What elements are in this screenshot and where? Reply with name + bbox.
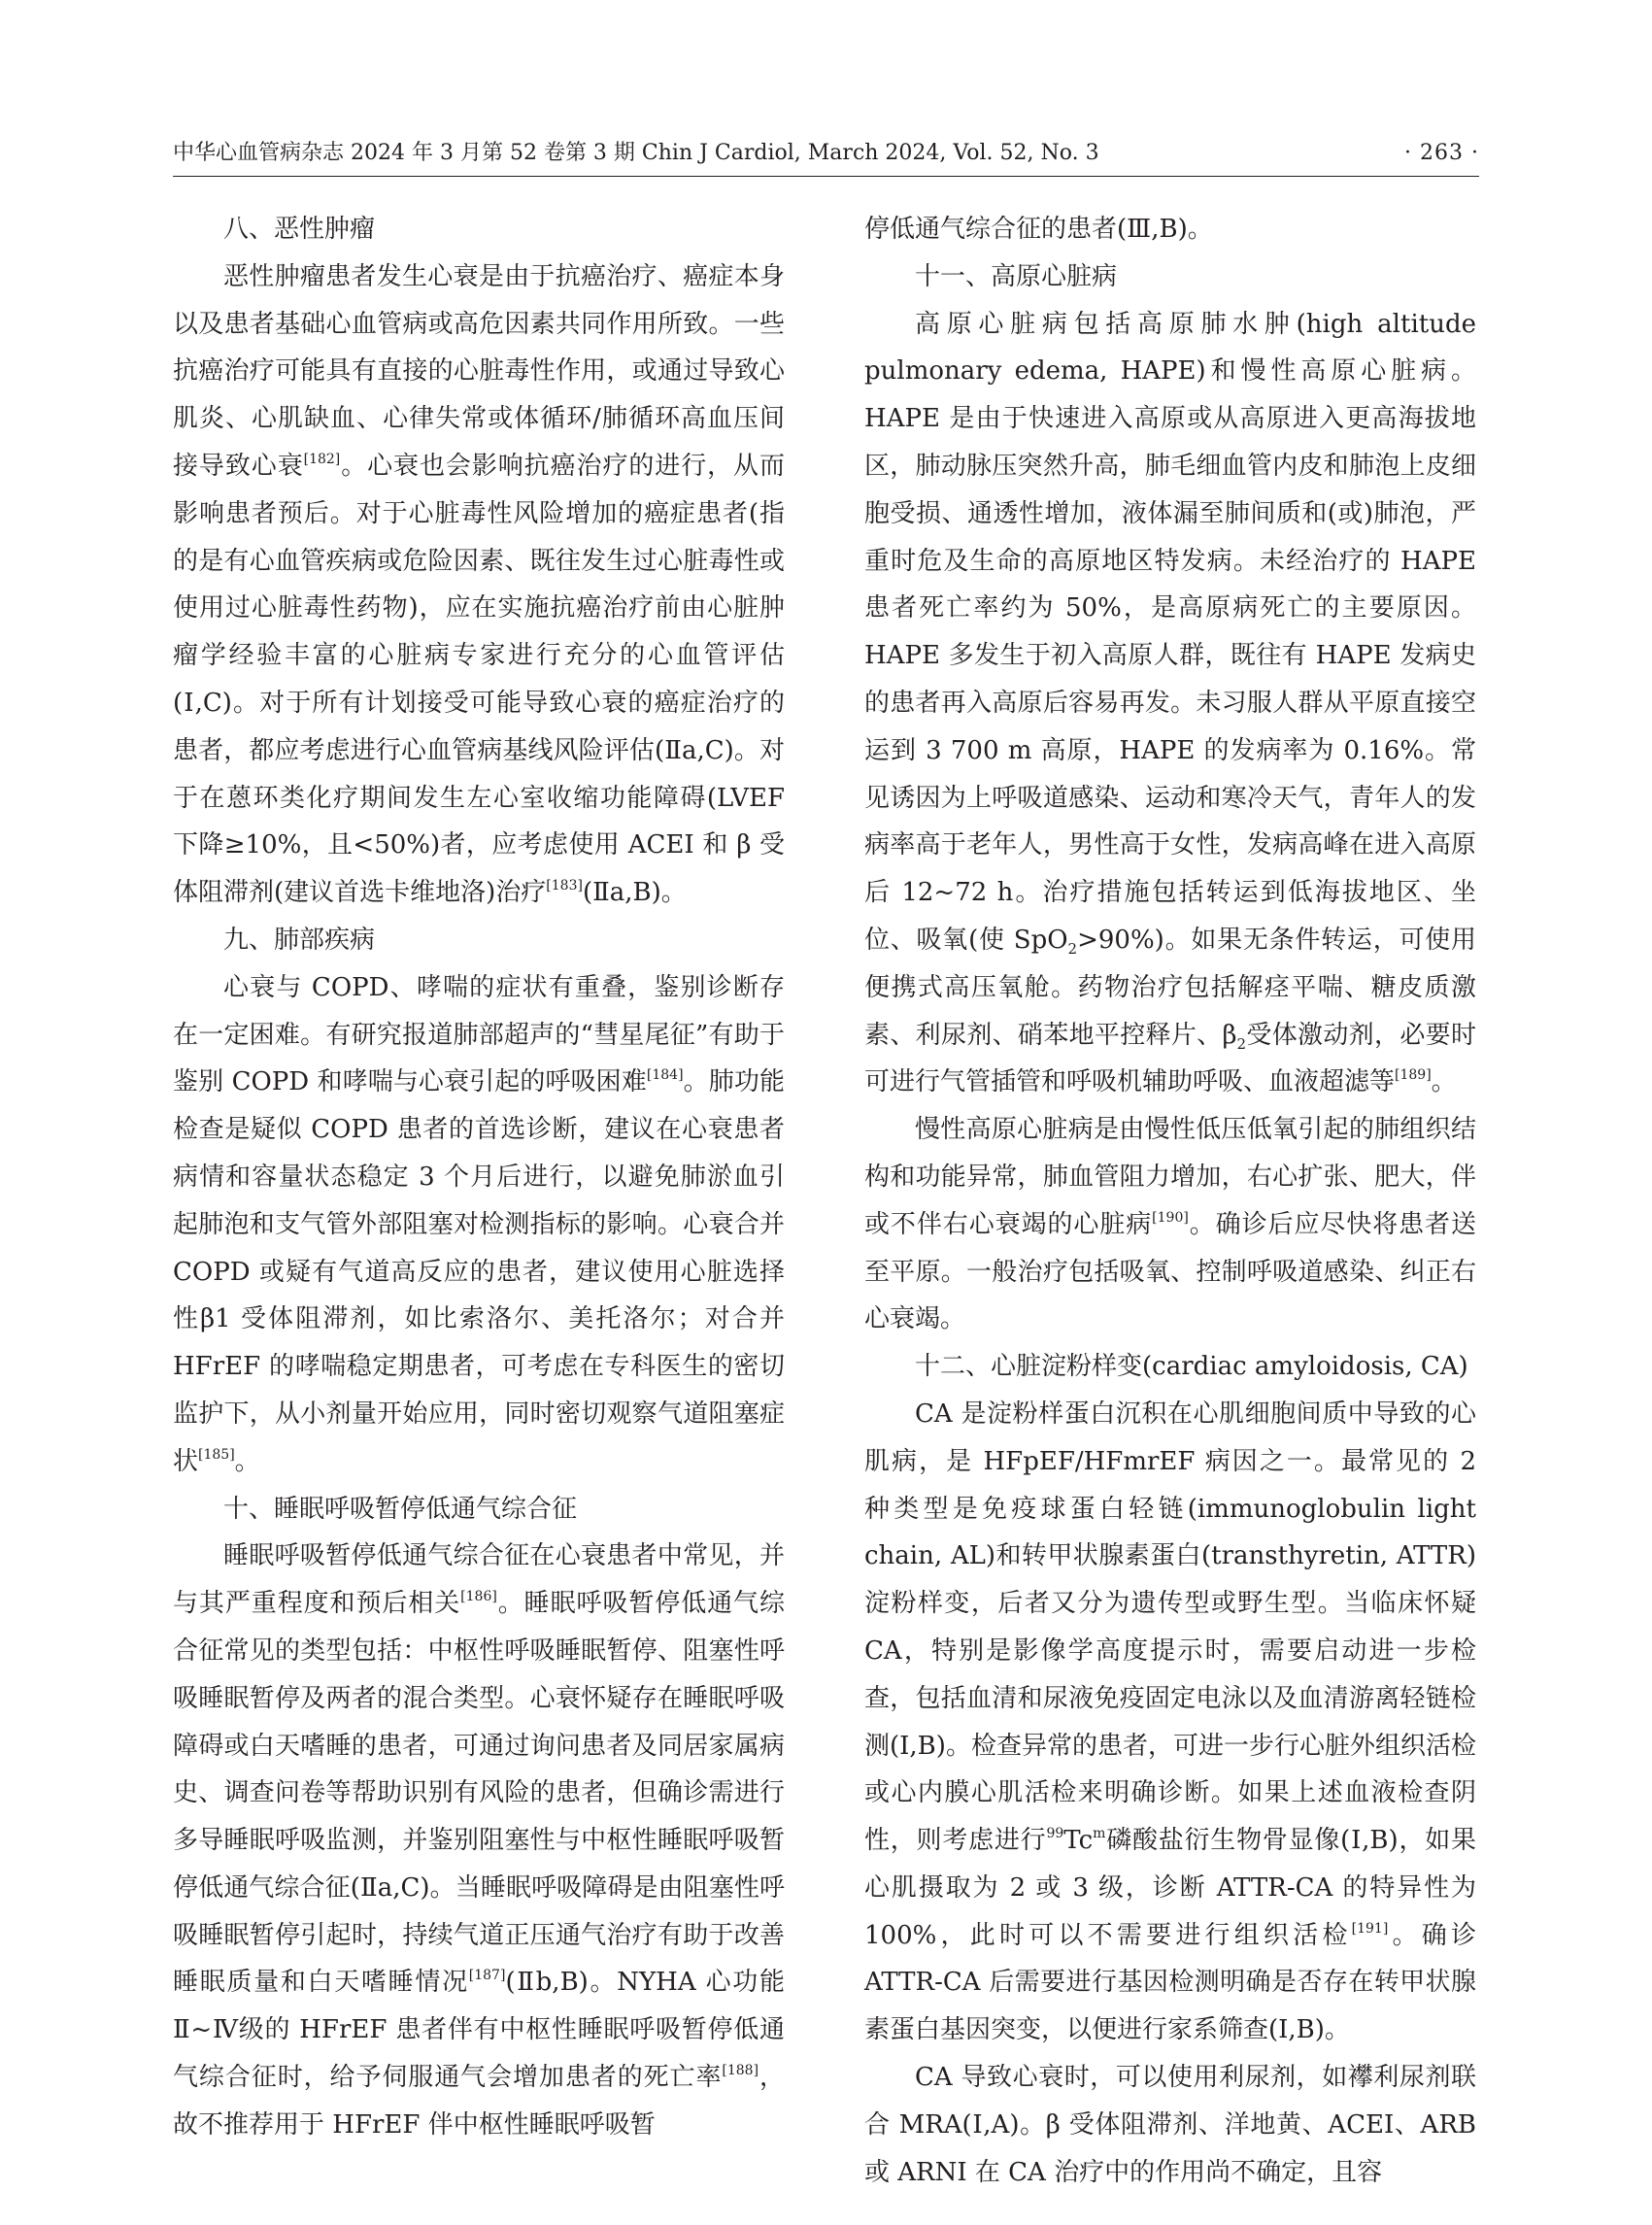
section-heading-sleep-apnea: 十、睡眠呼吸暂停低通气综合征 (223, 1494, 578, 1524)
text-run: 。肺功能检查是疑似 COPD 患者的首选诊断，建议在心衰患者病情和容量状态稳定 3 个月后进行，以避免肺淤血引起肺泡和支气管外部阻塞对检测指标的影响。心衰合并 COPD 或疑有气道高反应的患者，建议使用心脏选择性β1 受体阻滞剂，如比索洛尔、美托洛尔；对合并 HFrEF 的哮喘稳定期患者，可考虑在专科医生的密切监护下，从小剂量开始应用，同时密切观察气道阻塞症状 (173, 1067, 785, 1476)
paragraph-sleep-apnea (173, 1533, 785, 2148)
text-run: (Ⅱb,B)。NYHA 心功能Ⅱ~Ⅳ级的 HFrEF 患者伴有中枢性睡眠呼吸暂停低通气综合征时，给予伺服通气会增加患者的死亡率 (173, 1968, 785, 2093)
citation-ref: [186] (460, 1588, 497, 1604)
citation-ref: [185] (198, 1446, 235, 1463)
isotope-symbol: Tc (1063, 1826, 1094, 1856)
running-header (173, 134, 1479, 173)
paragraph-malignant-tumor (173, 253, 785, 917)
left-column (173, 206, 785, 2149)
text-run: 。睡眠呼吸暂停低通气综合征常见的类型包括：中枢性呼吸睡眠暂停、阻塞性呼吸睡眠暂停及两者的混合类型。心衰怀疑存在睡眠呼吸障碍或白天嗜睡的患者，可通过询问患者及同居家属病史、调查问卷等帮助识别有风险的患者，但确诊需进行多导睡眠呼吸监测，并鉴别阻塞性与中枢性睡眠呼吸暂停低通气综合征(Ⅱa,C)。当睡眠呼吸障碍是由阻塞性呼吸睡眠暂停引起时，持续气道正压通气治疗有助于改善睡眠质量和白天嗜睡情况 (173, 1589, 785, 1998)
text-run: 磷酸盐衍生物骨显像(Ⅰ,B)，如果心肌摄取为 2 或 3 级，诊断 ATTR-CA 的特异性为 100%，此时可以不需要进行组织活检 (864, 1826, 1476, 1950)
section-heading-high-altitude: 十一、高原心脏病 (915, 261, 1118, 291)
right-column (864, 206, 1476, 2196)
paragraph-continuation: 停低通气综合征的患者(Ⅲ,B)。 (864, 215, 1213, 244)
paragraph-ca-diagnosis (864, 1391, 1476, 2054)
page-number: · 263 · (1404, 141, 1479, 165)
text-run: ，故不推荐用于 HFrEF 伴中枢性睡眠呼吸暂 (173, 2063, 785, 2140)
text-run: 高原心脏病包括高原肺水肿(high altitude pulmonary edema, HAPE)和慢性高原心脏病。HAPE 是由于快速进入高原或从高原进入更高海拔地区，肺动脉压突然升高，肺毛细血管内皮和肺泡上皮细胞受损、通透性增加，液体漏至肺间质和(或)肺泡，严重时危及生命的高原地区特发病。未经治疗的 HAPE 患者死亡率约为 50%，是高原病死亡的主要原因。HAPE 多发生于初入高原人群，既往有 HAPE 发病史的患者再入高原后容易再发。未习服人群从平原直接空运到 3 700 m 高原，HAPE 的发病率为 0.16%。常见诱因为上呼吸道感染、运动和寒冷天气，青年人的发病率高于老年人，男性高于女性，发病高峰在进入高原后 12~72 h。治疗措施包括转运到低海拔地区、坐位、吸氧(使 SpO (864, 309, 1476, 955)
text-run: (Ⅱa,B)。 (582, 878, 687, 908)
citation-ref: [182] (303, 451, 341, 467)
isotope-metastable: m (1093, 1825, 1106, 1841)
text-run: 。心衰也会影响抗癌治疗的进行，从而影响患者预后。对于心脏毒性风险增加的癌症患者(指的是有心血管疾病或危险因素、既往发生过心脏毒性或使用过心脏毒性药物)，应在实施抗癌治疗前由心脏肿瘤学经验丰富的心脏病专家进行充分的心血管评估(Ⅰ,C)。对于所有计划接受可能导致心衰的癌症治疗的患者，都应考虑进行心血管病基线风险评估(Ⅱa,C)。对于在蒽环类化疗期间发生左心室收缩功能障碍(LVEF 下降≥10%，且<50%)者，应考虑使用 ACEI 和 β 受体阻滞剂(建议首选卡维地洛)治疗 (173, 451, 785, 908)
citation-ref: [184] (646, 1067, 684, 1084)
text-run: 心衰与 COPD、哮喘的症状有重叠，鉴别诊断存在一定困难。有研究报道肺部超声的“彗星尾征”有助于鉴别 COPD 和哮喘与心衰引起的呼吸困难 (173, 972, 785, 1097)
header-divider (173, 176, 1479, 177)
text-run: 。确诊 ATTR-CA 后需要进行基因检测明确是否存在转甲状腺素蛋白基因突变，以便进行家系筛查(Ⅰ,B)。 (864, 1920, 1476, 2045)
isotope-mass-number: 99 (1046, 1825, 1064, 1841)
text-run: 。 (234, 1446, 260, 1476)
citation-ref: [191] (1351, 1920, 1389, 1937)
text-run: 。确诊后应尽快将患者送至平原。一般治疗包括吸氧、控制呼吸道感染、纠正右心衰竭。 (864, 1209, 1476, 1334)
paragraph-ca-treatment: CA 导致心衰时，可以使用利尿剂，如襻利尿剂联合 MRA(Ⅰ,A)。β 受体阻滞剂、洋地黄、ACEI、ARB 或 ARNI 在 CA 治疗中的作用尚不确定，且容 (864, 2063, 1476, 2187)
text-run: 睡眠呼吸暂停低通气综合征在心衰患者中常见，并与其严重程度和预后相关 (173, 1541, 785, 1619)
text-run: 慢性高原心脏病是由慢性低压低氧引起的肺组织结构和功能异常，肺血管阻力增加，右心扩张、肥大，伴或不伴右心衰竭的心脏病 (864, 1115, 1476, 1239)
text-run: 。 (1431, 1067, 1457, 1097)
subscript: 2 (1067, 940, 1078, 959)
citation-ref: [190] (1152, 1209, 1189, 1226)
section-heading-lung-disease: 九、肺部疾病 (223, 925, 376, 955)
citation-ref: [187] (468, 1968, 506, 1984)
text-run: 受体激动剂，必要时可进行气管插管和呼吸机辅助呼吸、血液超滤等 (864, 1020, 1476, 1097)
citation-ref: [188] (722, 2062, 759, 2078)
journal-citation: 中华心血管病杂志 2024 年 3 月第 52 卷第 3 期 Chin J Cardiol, March 2024, Vol. 52, No. 3 (173, 141, 1099, 165)
citation-ref: [183] (546, 877, 583, 893)
text-run: >90%)。如果无条件转运，可使用便携式高压氧舱。药物治疗包括解痉平喘、糖皮质激素、利尿剂、硝苯地平控释片、β (864, 925, 1476, 1050)
paragraph-lung-disease (173, 964, 785, 1486)
text-run: CA 是淀粉样蛋白沉积在心肌细胞间质中导致的心肌病，是 HFpEF/HFmrEF 病因之一。最常见的 2 种类型是免疫球蛋白轻链(immunoglobulin light chain, AL)和转甲状腺素蛋白(transthyretin, ATTR)淀粉样变，后者又分为遗传型或野生型。当临床怀疑 CA，特别是影像学高度提示时，需要启动进一步检查，包括血清和尿液免疫固定电泳以及血清游离轻链检测(Ⅰ,B)。检查异常的患者，可进一步行心脏外组织活检或心内膜心肌活检来明确诊断。如果上述血液检查阴性，则考虑进行 (864, 1399, 1476, 1856)
paragraph-hape (864, 301, 1476, 1107)
subscript: 2 (1236, 1034, 1247, 1053)
paragraph-chronic-high-altitude (864, 1106, 1476, 1343)
section-heading-malignant-tumor: 八、恶性肿瘤 (223, 215, 376, 244)
text-run: 恶性肿瘤患者发生心衰是由于抗癌治疗、癌症本身以及患者基础心血管病或高危因素共同作用所致。一些抗癌治疗可能具有直接的心脏毒性作用，或通过导致心肌炎、心肌缺血、心律失常或体循环/肺循环高血压间接导致心衰 (173, 261, 785, 481)
citation-ref: [189] (1395, 1067, 1432, 1084)
section-heading-cardiac-amyloidosis: 十二、心脏淀粉样变(cardiac amyloidosis, CA) (915, 1352, 1468, 1382)
